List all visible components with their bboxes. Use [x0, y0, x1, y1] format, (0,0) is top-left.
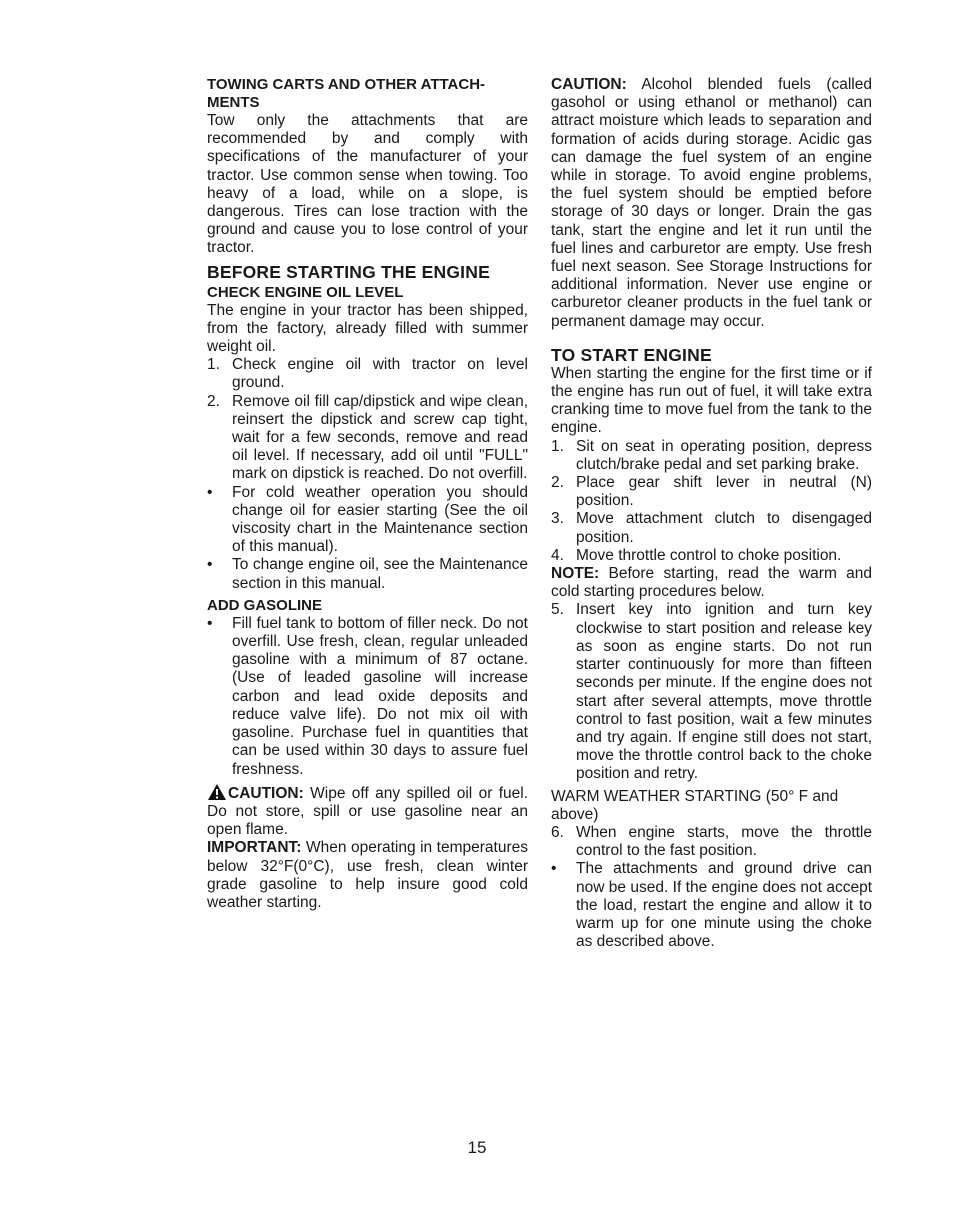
note-label: NOTE:	[551, 565, 600, 583]
list-marker: •	[551, 860, 557, 878]
list-marker: 4.	[551, 546, 564, 564]
start-step	[551, 601, 872, 783]
start-steps-list	[551, 438, 872, 565]
list-marker: 1.	[551, 437, 564, 455]
towing-heading: TOWING CARTS AND OTHER ATTACH-MENTS	[207, 76, 486, 111]
left-caution-text: Wipe off any spilled oil or fuel. Do not store, spill or use gasoline near an open flame.	[207, 784, 529, 839]
list-item-text: To change engine oil, see the Maintenance section in this manual.	[232, 556, 528, 592]
warm-weather-item	[551, 824, 872, 860]
list-marker: •	[207, 614, 213, 632]
list-marker: •	[207, 556, 213, 574]
add-gasoline-heading: ADD GASOLINE	[207, 596, 323, 614]
left-caution-label: CAUTION:	[228, 784, 304, 802]
important-label: IMPORTANT:	[207, 839, 302, 857]
list-item-text: Check engine oil with tractor on level ground.	[232, 356, 528, 392]
list-marker: 6.	[551, 823, 564, 841]
important-paragraph	[207, 839, 528, 912]
list-item-text: Move throttle control to choke position.	[576, 546, 842, 564]
before-starting-heading: BEFORE STARTING THE ENGINE	[207, 261, 490, 282]
oil-intro: The engine in your tractor has been shipped, from the factory, already filled with summer weight oil.	[207, 301, 528, 356]
oil-list	[207, 356, 528, 593]
left-caution-paragraph	[207, 783, 528, 840]
list-item-text: The attachments and ground drive can now be used. If the engine does not accept the load, restart the engine and allow it to warm up for one minute using the choke as described above.	[576, 860, 872, 951]
warning-triangle-icon	[207, 783, 227, 801]
list-marker: 5.	[551, 601, 564, 619]
to-start-engine-heading: TO START ENGINE	[551, 344, 712, 365]
list-item-text: When engine starts, move the throttle control to the fast position.	[576, 823, 872, 860]
list-marker: 1.	[207, 356, 220, 374]
start-step	[551, 547, 872, 565]
list-marker: •	[207, 483, 213, 501]
oil-list-item	[207, 393, 528, 484]
oil-list-item	[207, 356, 528, 392]
gas-list	[207, 615, 528, 779]
oil-list-item	[207, 484, 528, 557]
warm-weather-list	[551, 824, 872, 951]
start-step	[551, 510, 872, 546]
list-marker: 3.	[551, 510, 564, 528]
note-text: Before starting, read the warm and cold starting procedures below.	[551, 565, 872, 601]
warm-weather-item	[551, 860, 872, 951]
page-number: 15	[467, 1138, 487, 1157]
list-item-text: Insert key into ignition and turn key clockwise to start position and release key as soon as engine starts. Do not run starter continuously for more than fifteen seconds per minute. If the engine does not start after several attempts, move throttle control to fast position, wait a few minutes and try again. If engine still does not start, move the throttle control back to the choke position and retry.	[576, 601, 872, 783]
list-item-text: Remove oil fill cap/dipstick and wipe clean, reinsert the dipstick and screw cap tight, wait for a few seconds, remove and read oil level. If necessary, add oil until "FULL" mark on dipstick is reached. Do not overfill.	[232, 392, 528, 483]
list-marker: 2.	[551, 474, 564, 492]
right-caution-text: Alcohol blended fuels (called gasohol or using ethanol or methanol) can attract moisture which leads to separation and formation of acids during storage. Acidic gas can damage the fuel system of an engine while in storage. To avoid engine problems, the fuel system should be emptied before storage of 30 days or longer. Drain the gas tank, start the engine and let it run until the fuel lines and carburetor are empty. Use fresh fuel next season. See Storage Instructions for additional information. Never use engine or carburetor cleaner products in the fuel tank or permanent damage may occur.	[551, 76, 872, 330]
start-step	[551, 438, 872, 474]
oil-list-item	[207, 556, 528, 592]
list-item-text: Fill fuel tank to bottom of filler neck. Do not overfill. Use fresh, clean, regular unleaded gasoline with a minimum of 87 octane. (Use of leaded gasoline will increase carbon and lead oxide deposits and reduce valve life). Do not mix oil with gasoline. Purchase fuel in quantities that can be used within 30 days to assure fuel freshness.	[232, 614, 528, 778]
right-caution-label: CAUTION:	[551, 76, 627, 93]
warm-weather-heading: WARM WEATHER STARTING (50° F and above)	[551, 787, 839, 823]
towing-text: Tow only the attachments that are recommended by and comply with specifications of the manufacturer of your tractor. Use common sense when towing. Too heavy of a load, while on a slope, is dangerous. Tires can lose traction with the ground and cause you to lose control of your tractor.	[207, 112, 528, 257]
right-column	[551, 76, 872, 951]
note-paragraph	[551, 565, 872, 601]
list-item-text: Place gear shift lever in neutral (N) position.	[576, 474, 872, 510]
important-text: When operating in temperatures below 32°F(0°C), use fresh, clean winter grade gasoline to help insure good cold weather starting.	[207, 839, 528, 911]
start-intro: When starting the engine for the first time or if the engine has run out of fuel, it will take extra cranking time to move fuel from the tank to the engine.	[551, 364, 872, 437]
list-item-text: Move attachment clutch to disengaged position.	[576, 510, 872, 546]
right-caution-paragraph	[551, 76, 872, 331]
left-column	[207, 76, 528, 912]
start-steps-list-continued	[551, 601, 872, 783]
list-item-text: Sit on seat in operating position, depress clutch/brake pedal and set parking brake.	[576, 437, 872, 473]
gas-list-item	[207, 615, 528, 779]
start-step	[551, 474, 872, 510]
list-marker: 2.	[207, 392, 220, 410]
list-item-text: For cold weather operation you should change oil for easier starting (See the oil viscosity chart in the Maintenance section of this manual).	[232, 483, 528, 556]
check-oil-heading: CHECK ENGINE OIL LEVEL	[207, 283, 404, 301]
